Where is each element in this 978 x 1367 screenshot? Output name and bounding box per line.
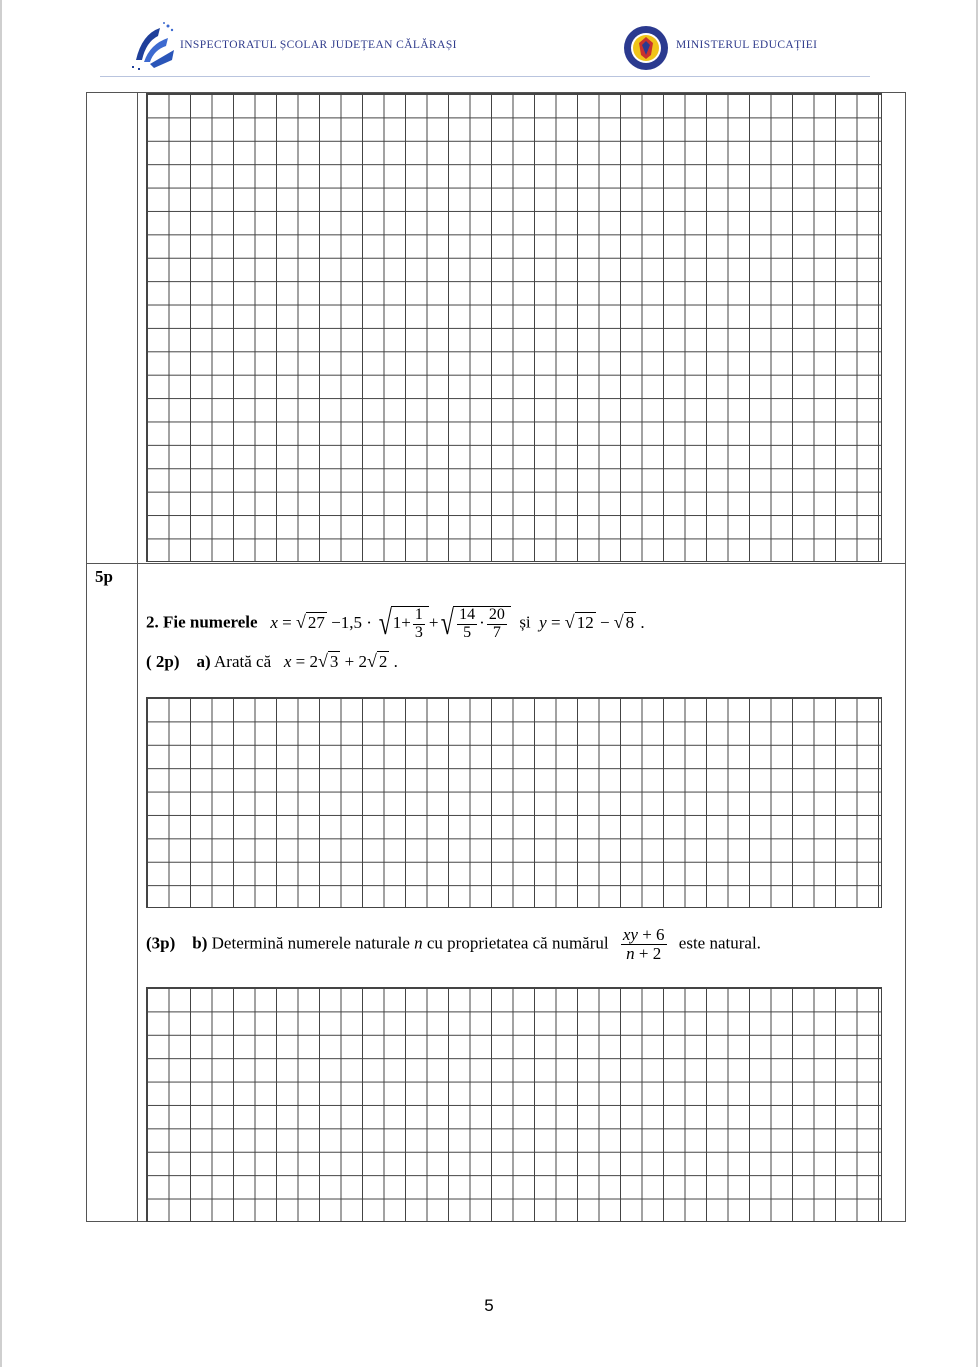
points-label: 5p <box>95 567 113 586</box>
answer-grid-previous[interactable] <box>146 93 882 562</box>
part-a-statement <box>146 651 398 672</box>
part-b-statement <box>146 926 761 963</box>
points-column-divider <box>137 92 138 1222</box>
answer-grid-part-a[interactable] <box>146 697 882 908</box>
statement-prefix: 2. Fie numerele <box>146 612 258 632</box>
row-divider <box>86 563 906 564</box>
page-number: 5 <box>484 1296 494 1315</box>
part-a-formula: x = 2√ 3 + 2√ 2 . <box>283 651 398 671</box>
part-b-fraction: $\frac{xy + 6}{n + 2}$ <box>622 925 665 963</box>
y-definition: y = √ 12 − √ 8 . <box>539 611 645 632</box>
part-b-points: (3p) <box>146 933 176 953</box>
part-b-text3: este natural. <box>678 933 761 953</box>
part-b-text: Determină numerele naturale <box>211 933 410 953</box>
part-a-label: a) <box>196 652 211 671</box>
part-a-points: ( 2p) <box>146 652 180 671</box>
isj-header-text: INSPECTORATUL ȘCOLAR JUDEȚEAN CĂLĂRAȘI <box>180 39 457 51</box>
statement-connector: și <box>519 612 531 632</box>
problem-statement <box>146 606 645 642</box>
part-b-variable: n <box>414 933 423 953</box>
ministry-header-text: MINISTERUL EDUCAȚIEI <box>676 39 818 51</box>
part-b-text2: cu proprietatea că numărul <box>426 933 609 953</box>
government-seal-icon <box>623 25 669 71</box>
part-a-text: Arată că <box>214 652 272 671</box>
x-definition: x = √ 27 −1,5 · √1+ $\frac{1}{3}$ +√ $\frac{14}{5}$ · $\frac{20}{7}$ <box>262 613 511 632</box>
part-b-label: b) <box>192 933 208 953</box>
page-edge-left <box>0 0 2 1367</box>
answer-grid-part-b[interactable] <box>146 987 882 1222</box>
header-divider <box>100 76 870 77</box>
isj-logo-icon <box>128 20 178 72</box>
